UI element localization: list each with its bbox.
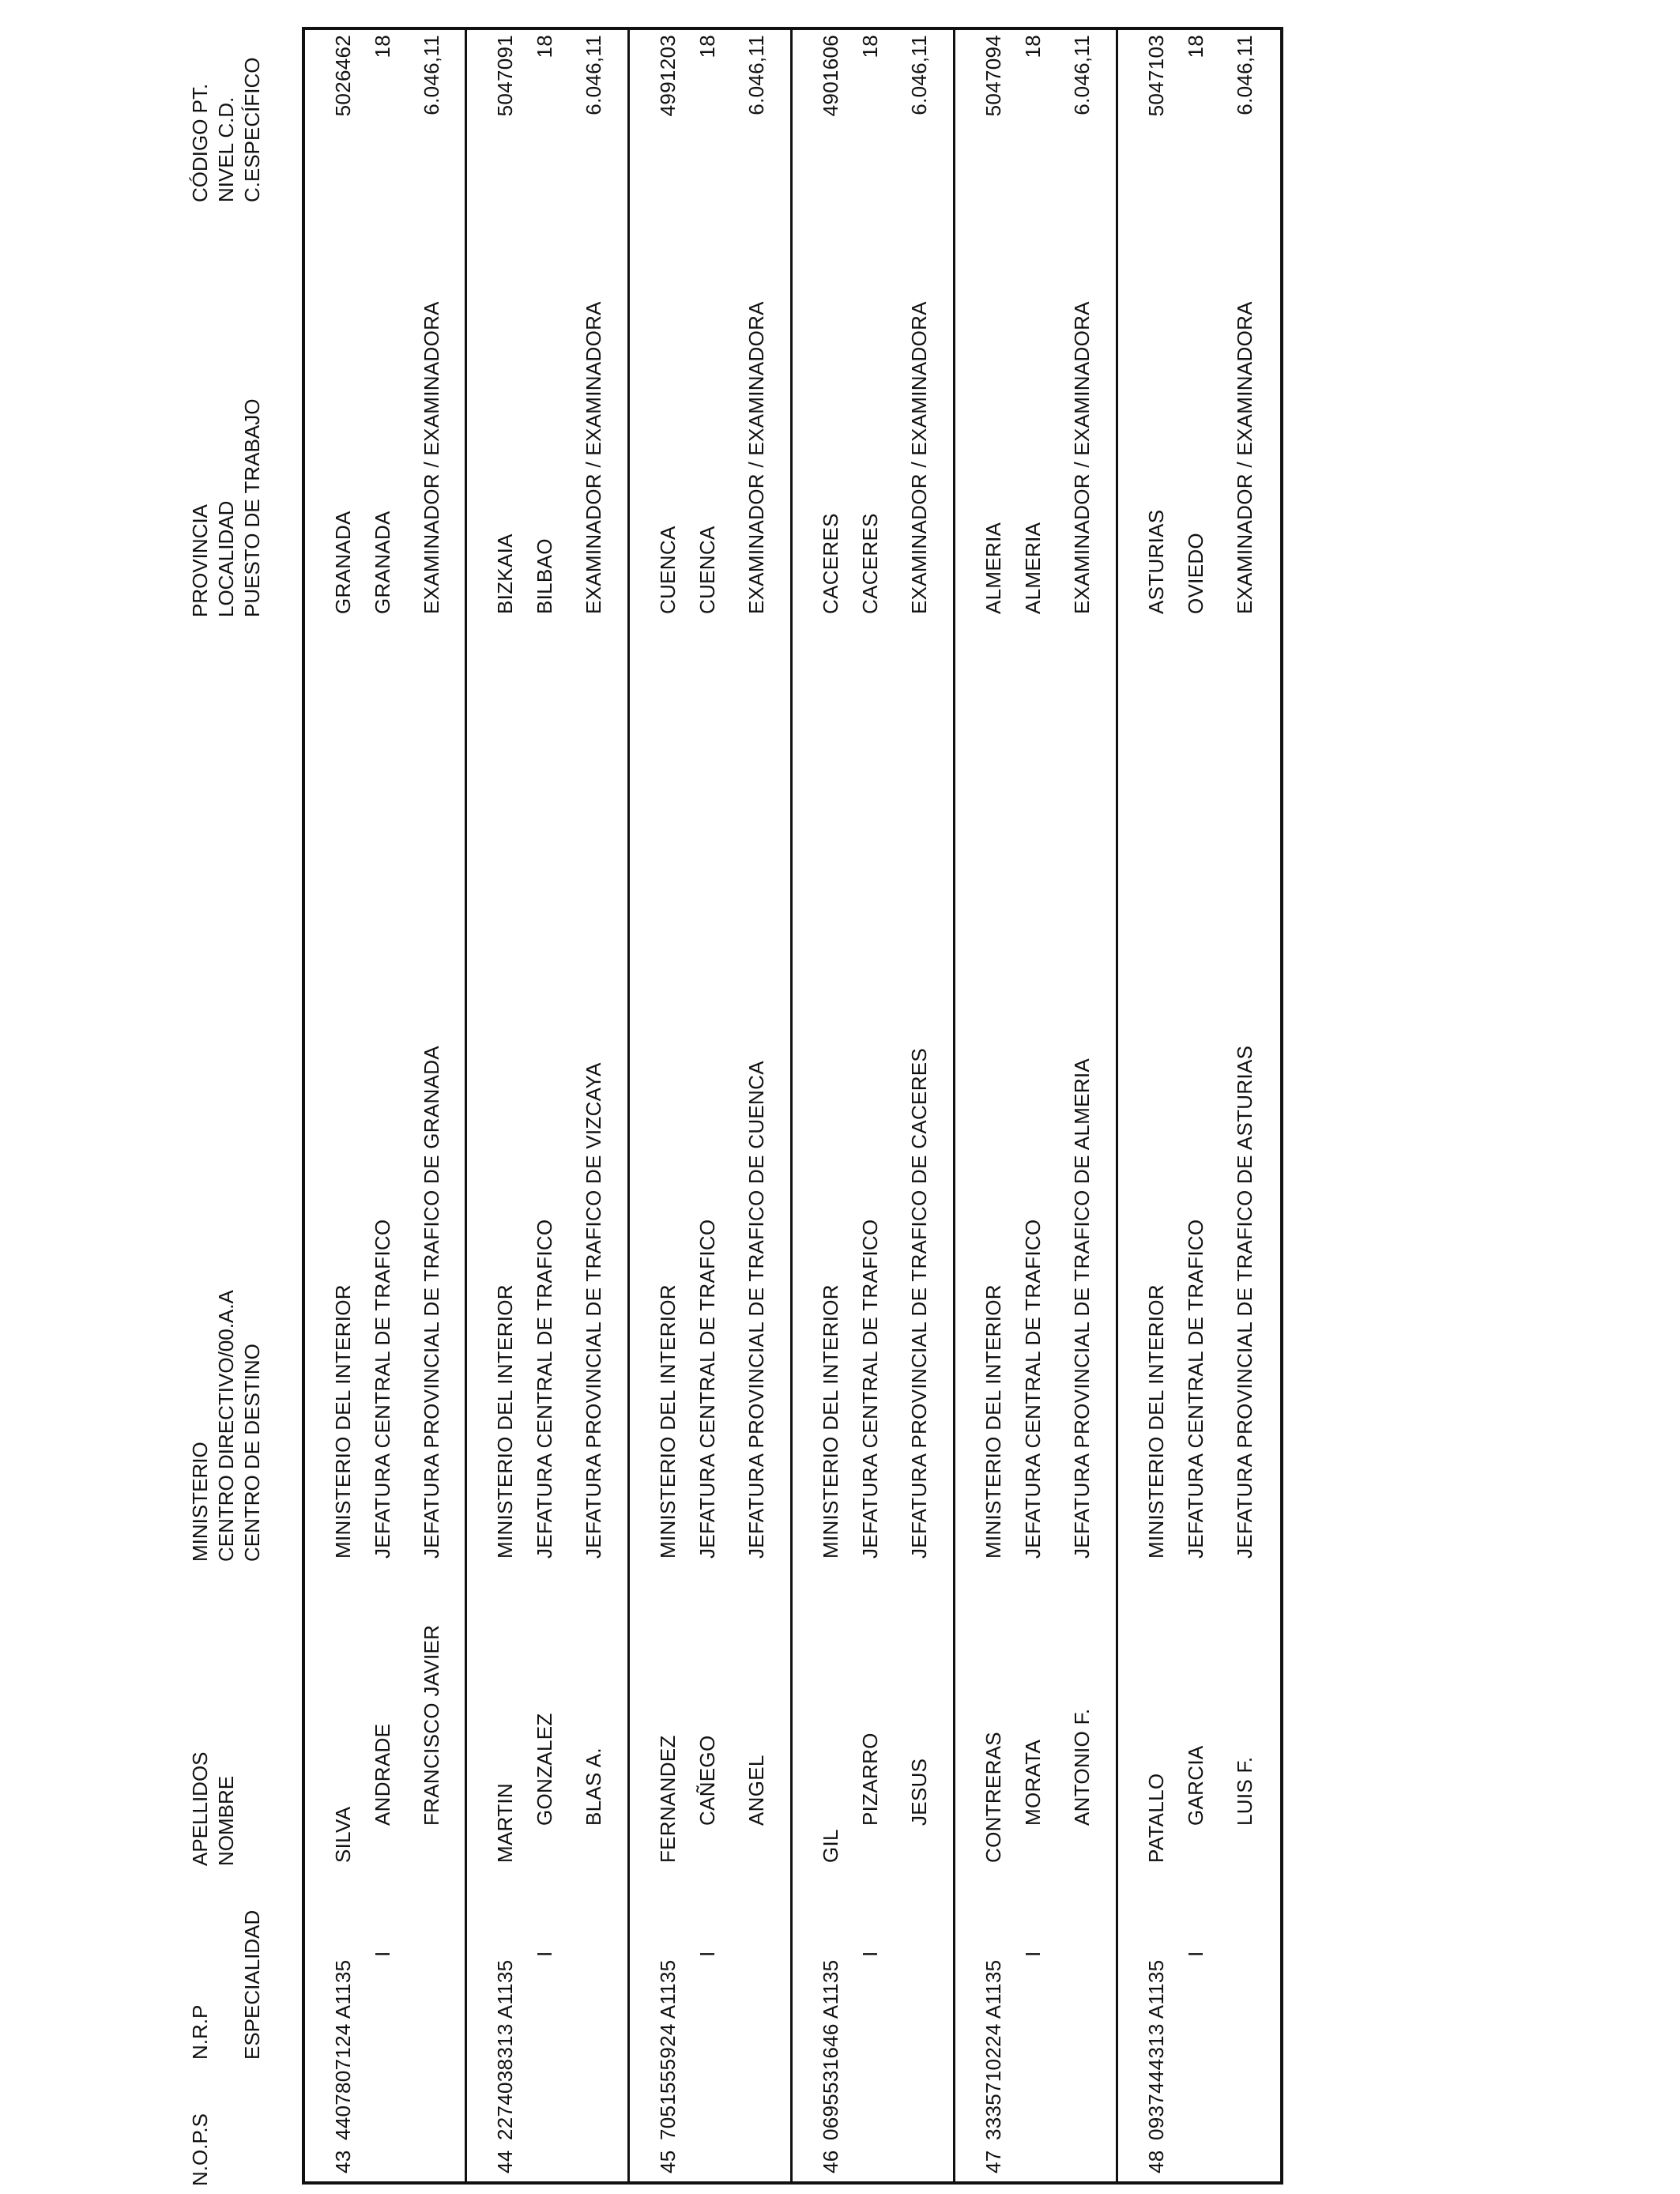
header-nops: N.O.P.S xyxy=(188,2113,212,2186)
record-ministerio: MINISTERIO DEL INTERIOR xyxy=(819,1284,842,1559)
record-apellido2: GARCIA xyxy=(1184,1745,1207,1826)
record-nrp: 4407807124 A1135 xyxy=(331,1959,355,2140)
record-nops: 48 xyxy=(1144,2150,1168,2173)
record-centro-destino: JEFATURA PROVINCIAL DE TRAFICO DE CUENCA xyxy=(744,1061,768,1559)
record-especifico: 6.046,11 xyxy=(582,35,605,115)
record-apellido1: MARTIN xyxy=(493,1783,517,1863)
record-provincia: ASTURIAS xyxy=(1144,509,1168,614)
record-nrp: 7051555924 A1135 xyxy=(656,1959,680,2140)
record-codigo: 4901606 xyxy=(819,35,842,117)
header-centro-destino: CENTRO DE DESTINO xyxy=(240,1344,264,1562)
header-centro-directivo: CENTRO DIRECTIVO/00.A.A xyxy=(214,1290,238,1562)
record-nombre: BLAS A. xyxy=(582,1747,605,1826)
record-centro-destino: JEFATURA PROVINCIAL DE TRAFICO DE ASTURIAS xyxy=(1233,1045,1256,1559)
record-codigo: 5047094 xyxy=(981,35,1005,117)
record-localidad: GRANADA xyxy=(371,511,394,614)
record-apellido2: ANDRADE xyxy=(371,1723,394,1826)
record-apellido1: SILVA xyxy=(331,1806,355,1863)
record-ministerio: MINISTERIO DEL INTERIOR xyxy=(656,1284,680,1559)
header-nivel: NIVEL C.D. xyxy=(214,96,238,202)
record-especialidad: I xyxy=(1021,1951,1045,1957)
record-apellido1: CONTRERAS xyxy=(981,1732,1005,1863)
header-localidad: LOCALIDAD xyxy=(214,500,238,617)
record-nrp: 0695531646 A1135 xyxy=(819,1959,842,2140)
record-nops: 43 xyxy=(331,2150,355,2173)
record-especialidad: I xyxy=(371,1951,394,1957)
record-localidad: ALMERIA xyxy=(1021,522,1045,614)
record-codigo: 5047091 xyxy=(493,35,517,117)
record-centro-directivo: JEFATURA CENTRAL DE TRAFICO xyxy=(858,1219,882,1559)
record-row xyxy=(467,30,625,2181)
record-puesto: EXAMINADOR / EXAMINADORA xyxy=(420,301,443,614)
record-especifico: 6.046,11 xyxy=(744,35,768,115)
record-puesto: EXAMINADOR / EXAMINADORA xyxy=(907,301,931,614)
record-apellido1: FERNANDEZ xyxy=(656,1735,680,1863)
record-apellido2: MORATA xyxy=(1021,1739,1045,1826)
record-puesto: EXAMINADOR / EXAMINADORA xyxy=(582,301,605,614)
record-localidad: BILBAO xyxy=(533,538,556,614)
record-ministerio: MINISTERIO DEL INTERIOR xyxy=(1144,1284,1168,1559)
header-apellidos: APELLIDOS xyxy=(188,1751,212,1866)
record-nivel: 18 xyxy=(1184,35,1207,58)
header-nrp: N.R.P xyxy=(188,2004,212,2060)
record-centro-directivo: JEFATURA CENTRAL DE TRAFICO xyxy=(1021,1219,1045,1559)
record-localidad: OVIEDO xyxy=(1184,533,1207,614)
record-centro-directivo: JEFATURA CENTRAL DE TRAFICO xyxy=(371,1219,394,1559)
record-nrp: 3335710224 A1135 xyxy=(981,1959,1005,2140)
record-especialidad: I xyxy=(533,1951,556,1957)
header-codigo: CÓDIGO PT. xyxy=(188,83,212,202)
record-centro-destino: JEFATURA PROVINCIAL DE TRAFICO DE ALMERIA xyxy=(1070,1057,1094,1559)
record-nivel: 18 xyxy=(371,35,394,58)
record-nops: 47 xyxy=(981,2150,1005,2173)
record-apellido2: PIZARRO xyxy=(858,1732,882,1826)
record-provincia: CUENCA xyxy=(656,526,680,614)
record-provincia: ALMERIA xyxy=(981,522,1005,614)
record-apellido1: GIL xyxy=(819,1829,842,1863)
record-especifico: 6.046,11 xyxy=(907,35,931,115)
record-nops: 46 xyxy=(819,2150,842,2173)
records-table xyxy=(302,27,1283,2185)
record-localidad: CUENCA xyxy=(695,526,719,614)
record-especifico: 6.046,11 xyxy=(1233,35,1256,115)
record-apellido2: GONZALEZ xyxy=(533,1713,556,1826)
record-provincia: CACERES xyxy=(819,513,842,614)
record-nombre: LUIS F. xyxy=(1233,1756,1256,1826)
header-provincia: PROVINCIA xyxy=(188,503,212,617)
record-nivel: 18 xyxy=(858,35,882,58)
record-apellido1: PATALLO xyxy=(1144,1773,1168,1863)
record-nivel: 18 xyxy=(533,35,556,58)
record-especialidad: I xyxy=(695,1951,719,1957)
record-especifico: 6.046,11 xyxy=(420,35,443,115)
header-especifico: C.ESPECÍFICO xyxy=(240,57,264,202)
record-centro-directivo: JEFATURA CENTRAL DE TRAFICO xyxy=(533,1219,556,1559)
record-nivel: 18 xyxy=(695,35,719,58)
header-nombre: NOMBRE xyxy=(214,1775,238,1866)
header-ministerio: MINISTERIO xyxy=(188,1442,212,1562)
record-row xyxy=(793,30,951,2181)
record-row xyxy=(305,30,463,2181)
record-especifico: 6.046,11 xyxy=(1070,35,1094,115)
record-nivel: 18 xyxy=(1021,35,1045,58)
record-ministerio: MINISTERIO DEL INTERIOR xyxy=(331,1284,355,1559)
record-codigo: 5026462 xyxy=(331,35,355,117)
record-apellido2: CAÑEGO xyxy=(695,1735,719,1826)
record-nombre: ANTONIO F. xyxy=(1070,1708,1094,1826)
record-centro-destino: JEFATURA PROVINCIAL DE TRAFICO DE CACERES xyxy=(907,1047,931,1559)
record-ministerio: MINISTERIO DEL INTERIOR xyxy=(493,1284,517,1559)
record-puesto: EXAMINADOR / EXAMINADORA xyxy=(744,301,768,614)
record-provincia: GRANADA xyxy=(331,511,355,614)
record-centro-destino: JEFATURA PROVINCIAL DE TRAFICO DE GRANADA xyxy=(420,1046,443,1559)
record-puesto: EXAMINADOR / EXAMINADORA xyxy=(1070,301,1094,614)
record-especialidad: I xyxy=(858,1951,882,1957)
record-nops: 45 xyxy=(656,2150,680,2173)
record-nombre: ANGEL xyxy=(744,1755,768,1826)
record-centro-directivo: JEFATURA CENTRAL DE TRAFICO xyxy=(695,1219,719,1559)
record-row xyxy=(1118,30,1276,2181)
record-codigo: 4991203 xyxy=(656,35,680,117)
header-especialidad: ESPECIALIDAD xyxy=(240,1909,264,2060)
record-localidad: CACERES xyxy=(858,513,882,614)
record-puesto: EXAMINADOR / EXAMINADORA xyxy=(1233,301,1256,614)
record-nombre: JESUS xyxy=(907,1758,931,1826)
record-especialidad: I xyxy=(1184,1951,1207,1957)
record-row xyxy=(630,30,788,2181)
record-nrp: 0937444313 A1135 xyxy=(1144,1959,1168,2140)
header-puesto: PUESTO DE TRABAJO xyxy=(240,398,264,617)
record-centro-destino: JEFATURA PROVINCIAL DE TRAFICO DE VIZCAYA xyxy=(582,1062,605,1559)
record-nops: 44 xyxy=(493,2150,517,2173)
record-ministerio: MINISTERIO DEL INTERIOR xyxy=(981,1284,1005,1559)
record-nrp: 2274038313 A1135 xyxy=(493,1959,517,2140)
record-provincia: BIZKAIA xyxy=(493,533,517,614)
record-centro-directivo: JEFATURA CENTRAL DE TRAFICO xyxy=(1184,1219,1207,1559)
record-row xyxy=(955,30,1113,2181)
record-codigo: 5047103 xyxy=(1144,35,1168,117)
record-nombre: FRANCISCO JAVIER xyxy=(420,1624,443,1826)
